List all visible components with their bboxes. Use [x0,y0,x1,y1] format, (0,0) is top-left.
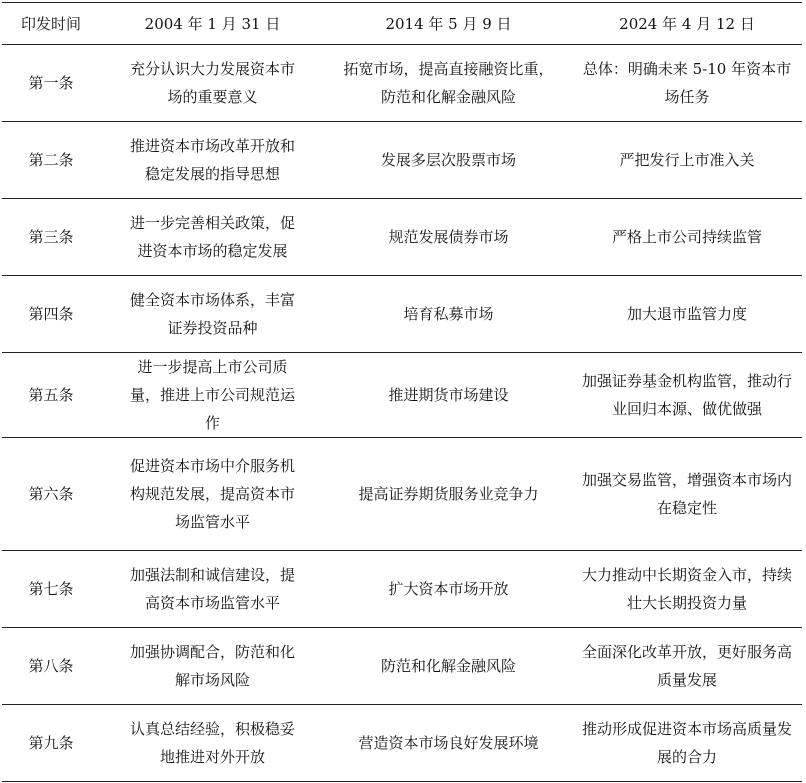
policy-comparison-table [2,2,802,782]
cell-2014 [325,45,572,122]
header-2014: 2014 年 5 月 9 日 [325,3,572,45]
cell-2014 [325,628,572,705]
cell-2004 [100,551,325,628]
cell-2024-text: 全面深化改革开放，更好服务高质量发展 [582,643,793,689]
cell-2004-text: 促进资本市场中介服务机构规范发展，提高资本市场监管水平 [129,457,295,531]
cell-2004 [100,199,325,276]
cell-2024-text: 推动形成促进资本市场高质量发展的合力 [582,720,793,766]
cell-2024 [572,122,802,199]
cell-2024-text: 加强证券基金机构监管，推动行业回归本源、做优做强 [582,372,793,418]
cell-2014 [325,353,572,438]
cell-2014 [325,438,572,551]
cell-2004-text: 充分认识大力发展资本市场的重要意义 [129,60,295,106]
row-label: 第七条 [2,551,100,628]
cell-2014-text: 拓宽市场，提高直接融资比重，防范和化解金融风险 [343,60,554,106]
header-2024: 2024 年 4 月 12 日 [572,3,802,45]
row-label: 第九条 [2,705,100,782]
policy-comparison-table-container [2,2,802,782]
cell-2024 [572,438,802,551]
cell-2004 [100,705,325,782]
cell-2014-text: 营造资本市场良好发展环境 [358,734,539,752]
cell-2024 [572,628,802,705]
cell-2004-text: 推进资本市场改革开放和稳定发展的指导思想 [129,137,295,183]
row-label: 第六条 [2,438,100,551]
cell-2004 [100,122,325,199]
row-label: 第四条 [2,276,100,353]
table-header-row [2,3,802,45]
cell-2004 [100,353,325,438]
cell-2024-text: 严把发行上市准入关 [619,151,755,169]
table-row [2,45,802,122]
cell-2014-text: 扩大资本市场开放 [388,580,509,598]
cell-2024 [572,705,802,782]
table-row [2,122,802,199]
cell-2004 [100,628,325,705]
cell-2004-text: 健全资本市场体系，丰富证券投资品种 [129,291,295,337]
table-row [2,199,802,276]
cell-2024 [572,45,802,122]
cell-2024-text: 加强交易监管，增强资本市场内在稳定性 [582,471,793,517]
cell-2024 [572,551,802,628]
header-issue-date: 印发时间 [2,3,100,45]
table-row [2,628,802,705]
row-label: 第八条 [2,628,100,705]
cell-2004-text: 进一步提高上市公司质量，推进上市公司规范运作 [129,358,295,432]
cell-2024 [572,199,802,276]
table-row [2,438,802,551]
table-row [2,551,802,628]
cell-2004 [100,438,325,551]
row-label: 第一条 [2,45,100,122]
cell-2024-text: 大力推动中长期资金入市，持续壮大长期投资力量 [582,566,793,612]
cell-2024-text: 总体：明确未来 5-10 年资本市场任务 [582,60,792,106]
cell-2014-text: 规范发展债券市场 [388,228,509,246]
cell-2014-text: 培育私募市场 [403,305,494,323]
row-label: 第五条 [2,353,100,438]
table-row [2,705,802,782]
cell-2004-text: 加强协调配合，防范和化解市场风险 [129,643,295,689]
row-label: 第二条 [2,122,100,199]
table-row [2,353,802,438]
cell-2024-text: 严格上市公司持续监管 [611,228,762,246]
header-2004: 2004 年 1 月 31 日 [100,3,325,45]
cell-2004 [100,45,325,122]
cell-2004-text: 认真总结经验，积极稳妥地推进对外开放 [129,720,295,766]
cell-2014-text: 发展多层次股票市场 [380,151,516,169]
cell-2014 [325,199,572,276]
cell-2014 [325,705,572,782]
cell-2004-text: 进一步完善相关政策，促进资本市场的稳定发展 [129,214,295,260]
table-row [2,276,802,353]
cell-2014-text: 防范和化解金融风险 [380,657,516,675]
cell-2004-text: 加强法制和诚信建设，提高资本市场监管水平 [129,566,295,612]
cell-2014 [325,551,572,628]
cell-2024 [572,353,802,438]
cell-2014-text: 提高证券期货服务业竞争力 [358,485,539,503]
cell-2014 [325,122,572,199]
cell-2014 [325,276,572,353]
row-label: 第三条 [2,199,100,276]
cell-2014-text: 推进期货市场建设 [388,386,509,404]
cell-2024-text: 加大退市监管力度 [626,305,747,323]
cell-2004 [100,276,325,353]
cell-2024 [572,276,802,353]
